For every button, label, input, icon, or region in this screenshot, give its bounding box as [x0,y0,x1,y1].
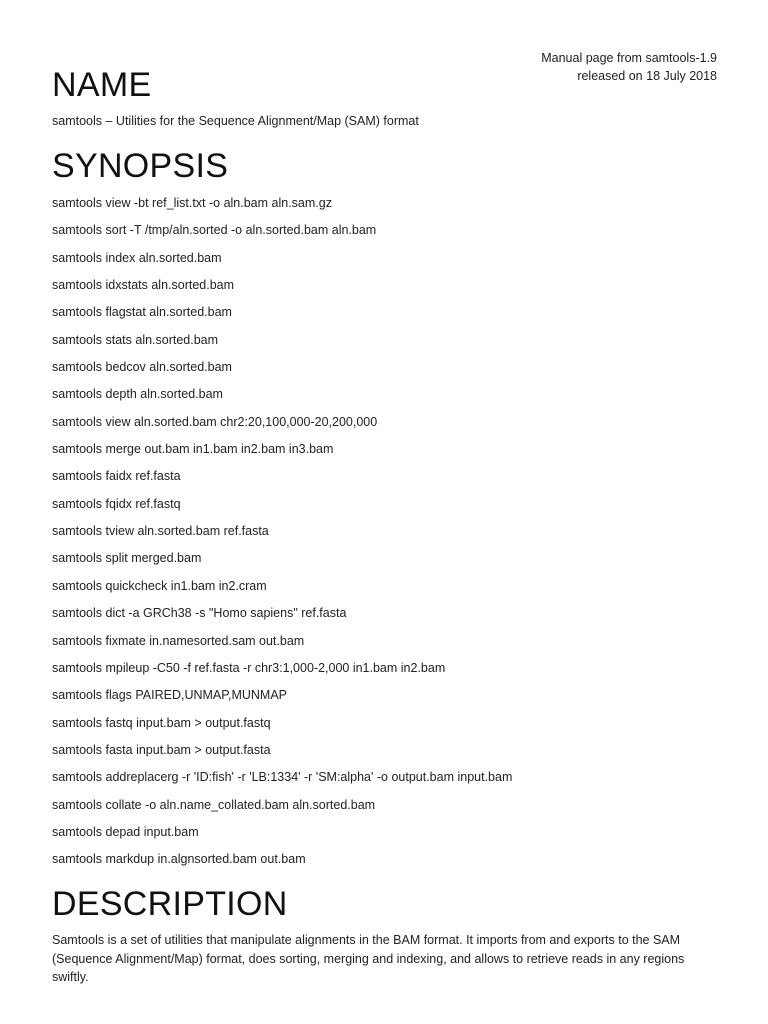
synopsis-command: samtools flagstat aln.sorted.bam [52,305,232,320]
synopsis-command: samtools depad input.bam [52,824,199,839]
synopsis-command: samtools idxstats aln.sorted.bam [52,278,235,293]
synopsis-command: samtools index aln.sorted.bam [52,250,222,265]
synopsis-heading: SYNOPSIS [52,147,229,185]
synopsis-command: samtools depth aln.sorted.bam [52,387,223,402]
synopsis-command: samtools addreplacerg -r 'ID:fish' -r 'LB:1334' -r 'SM:alpha' -o output.bam input.bam [52,770,513,785]
synopsis-command: samtools stats aln.sorted.bam [52,332,219,347]
synopsis-command: samtools faidx ref.fasta [52,469,181,484]
synopsis-command: samtools flags PAIRED,UNMAP,MUNMAP [52,688,288,703]
synopsis-command: samtools split merged.bam [52,551,202,566]
name-heading: NAME [52,66,152,104]
synopsis-command: samtools fixmate in.namesorted.sam out.bam [52,633,305,648]
synopsis-command: samtools fastq input.bam > output.fastq [52,715,271,730]
release-date-line: released on 18 July 2018 [577,69,717,83]
source-line: Manual page from samtools-1.9 [541,51,717,65]
synopsis-command: samtools tview aln.sorted.bam ref.fasta [52,524,269,539]
synopsis-command: samtools fqidx ref.fastq [52,496,181,511]
synopsis-command: samtools mpileup -C50 -f ref.fasta -r chr3:1,000-2,000 in1.bam in2.bam [52,660,446,675]
synopsis-command: samtools quickcheck in1.bam in2.cram [52,578,267,593]
synopsis-command: samtools merge out.bam in1.bam in2.bam in3.bam [52,442,334,457]
synopsis-command-list [52,195,512,879]
name-description: samtools – Utilities for the Sequence Alignment/Map (SAM) format [52,114,419,128]
synopsis-command: samtools sort -T /tmp/aln.sorted -o aln.sorted.bam aln.bam [52,223,377,238]
manual-page-source [541,49,717,85]
synopsis-command: samtools fasta input.bam > output.fasta [52,742,271,757]
synopsis-command: samtools view -bt ref_list.txt -o aln.bam aln.sam.gz [52,196,332,210]
synopsis-command: samtools dict -a GRCh38 -s "Homo sapiens" ref.fasta [52,606,347,621]
description-paragraph: Samtools is a set of utilities that manipulate alignments in the BAM format. It imports from and exports to the SAM (Sequence Alignment/Map) format, does sorting, merging and indexing, and allows to retrieve reads in any regions swiftly. [52,933,685,984]
synopsis-command: samtools collate -o aln.name_collated.bam aln.sorted.bam [52,797,376,812]
synopsis-command: samtools markdup in.algnsorted.bam out.bam [52,852,306,867]
synopsis-command: samtools view aln.sorted.bam chr2:20,100,000-20,200,000 [52,414,378,429]
synopsis-command: samtools bedcov aln.sorted.bam [52,360,232,375]
description-heading: DESCRIPTION [52,885,288,923]
